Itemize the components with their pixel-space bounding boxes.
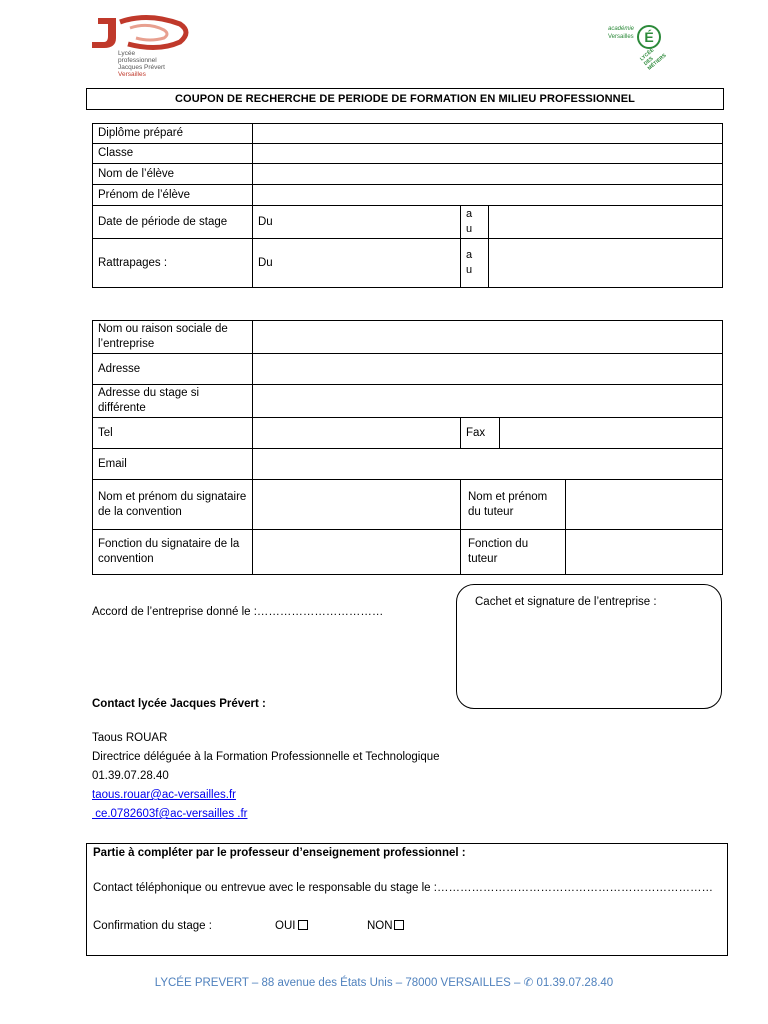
raison-sociale-field[interactable] [253, 321, 723, 354]
page-footer: LYCÉE PREVERT – 88 avenue des États Unis – 78000 VERSAILLES – ✆ 01.39.07.28.40 [154, 977, 614, 989]
fax-label: Fax [461, 418, 500, 448]
rattrapages-au-field[interactable] [489, 239, 723, 288]
jp-logo-icon [88, 14, 198, 54]
company-table [92, 320, 723, 575]
au-letter: a [466, 249, 473, 261]
lycee-metiers-label: LYCÉE DES MÉTIERS [639, 47, 668, 72]
au-letter: u [466, 264, 473, 276]
accord-line: Accord de l’entreprise donné le :…………………………… [92, 606, 384, 618]
diplome-field[interactable] [253, 124, 723, 144]
oui-option[interactable] [275, 920, 308, 932]
teacher-section-title: Partie à compléter par le professeur d’enseignement professionnel : [93, 847, 466, 859]
oui-checkbox[interactable] [298, 920, 308, 930]
email-label: Email [93, 449, 253, 480]
svg-text:É: É [644, 29, 654, 45]
periode-du-field[interactable]: Du [253, 206, 461, 239]
fonction-signataire-label: Fonction du signataire de la convention [93, 530, 253, 575]
fonction-tuteur-label: Fonction du tuteur [461, 530, 566, 575]
adresse-field[interactable] [253, 354, 723, 385]
au-letter: u [466, 223, 473, 235]
contact-email-link[interactable]: taous.rouar@ac-versailles.fr [92, 789, 236, 801]
tuteur-field[interactable] [566, 480, 723, 530]
prenom-eleve-label: Prénom de l’élève [93, 185, 253, 206]
rattrapages-label: Rattrapages : [93, 239, 253, 288]
rattrapages-du-field[interactable]: Du [253, 239, 461, 288]
fonction-tuteur-field[interactable] [566, 530, 723, 575]
logo-caption-line: Versailles [118, 71, 146, 78]
non-option[interactable] [367, 920, 404, 932]
email-field[interactable] [253, 449, 723, 480]
contact-block [92, 729, 440, 824]
tuteur-label: Nom et prénom du tuteur [461, 480, 566, 530]
contact-role: Directrice déléguée à la Formation Professionnelle et Technologique [92, 751, 440, 763]
contact-phone: 01.39.07.28.40 [92, 770, 169, 782]
signataire-field[interactable] [253, 480, 461, 530]
classe-field[interactable] [253, 144, 723, 164]
nom-eleve-label: Nom de l’élève [93, 164, 253, 185]
fax-field[interactable] [500, 418, 722, 448]
cachet-label: Cachet et signature de l’entreprise : [475, 596, 657, 608]
raison-sociale-label: Nom ou raison sociale de l’entreprise [93, 321, 253, 354]
student-table [92, 123, 723, 288]
signataire-label: Nom et prénom du signataire de la convention [93, 480, 253, 530]
lycee-logo [88, 14, 198, 78]
teacher-section [86, 843, 728, 956]
logo-caption [118, 50, 198, 78]
classe-label: Classe [93, 144, 253, 164]
tel-field[interactable] [253, 418, 461, 449]
academie-label: académie [608, 26, 635, 32]
fax-cell [461, 418, 723, 449]
oui-label: OUI [275, 920, 296, 932]
logo-caption-line: Jacques Prévert [118, 64, 165, 71]
periode-label: Date de période de stage [93, 206, 253, 239]
prenom-eleve-field[interactable] [253, 185, 723, 206]
periode-au-label [461, 206, 489, 239]
non-label: NON [367, 920, 393, 932]
nom-eleve-field[interactable] [253, 164, 723, 185]
tel-label: Tel [93, 418, 253, 449]
teacher-contact-line: Contact téléphonique ou entrevue avec le responsable du stage le :……………………………………………………………… [93, 882, 713, 894]
logo-caption-line: professionnel [118, 57, 157, 64]
contact-name: Taous ROUAR [92, 732, 168, 744]
logo-caption-line: Lycée [118, 50, 136, 57]
school-email-link[interactable]: ce.0782603f@ac-versailles .fr [92, 808, 248, 820]
non-checkbox[interactable] [394, 920, 404, 930]
adresse-stage-field[interactable] [253, 385, 723, 418]
au-letter: a [466, 208, 473, 220]
diplome-label: Diplôme préparé [93, 124, 253, 144]
confirmation-label: Confirmation du stage : [93, 920, 212, 932]
page-title: COUPON DE RECHERCHE DE PERIODE DE FORMATION EN MILIEU PROFESSIONNEL [86, 88, 724, 110]
adresse-stage-label: Adresse du stage si différente [93, 385, 253, 418]
versailles-label: Versailles [608, 34, 634, 40]
periode-au-field[interactable] [489, 206, 723, 239]
cachet-box[interactable] [456, 584, 722, 709]
academie-logo [606, 22, 668, 72]
rattrapages-au-label [461, 239, 489, 288]
fonction-signataire-field[interactable] [253, 530, 461, 575]
adresse-label: Adresse [93, 354, 253, 385]
contact-title: Contact lycée Jacques Prévert : [92, 698, 266, 710]
